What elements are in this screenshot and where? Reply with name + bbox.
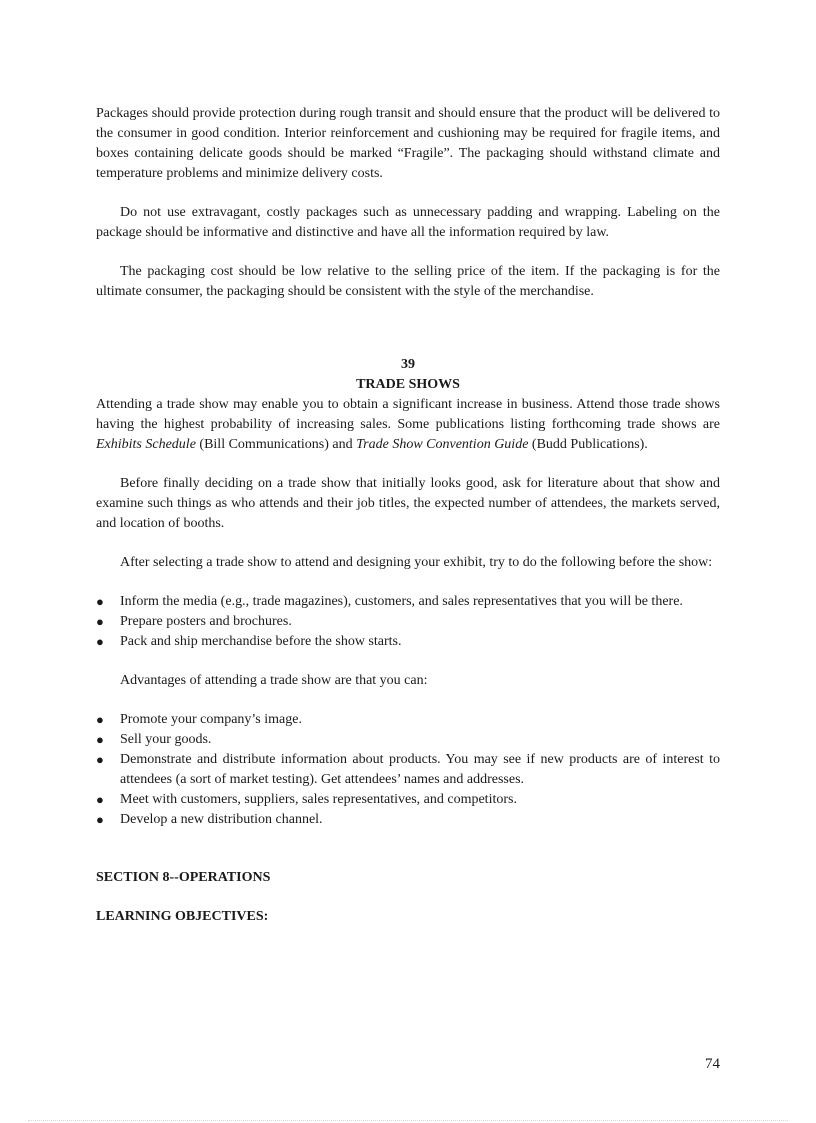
bullet-icon: ● <box>96 752 104 767</box>
learning-objectives-heading: LEARNING OBJECTIVES: <box>96 909 269 924</box>
publication-title-exhibits-schedule: Exhibits Schedule <box>96 437 196 452</box>
bullet-icon: ● <box>96 712 104 727</box>
section-number: 39 <box>401 357 415 372</box>
before-deciding-paragraph: Before finally deciding on a trade show that initially looks good, ask for literature about that show and examine such things as who attends and their job titles, the expected number of attendees, the markets served, and location of booths. <box>96 476 720 531</box>
page-number: 74 <box>705 1056 720 1072</box>
packaging-paragraph-3: The packaging cost should be low relative to the selling price of the item. If the packaging is for the ultimate consumer, the packaging should be consistent with the style of the merchandise. <box>96 264 720 299</box>
list-item: ● Inform the media (e.g., trade magazines), customers, and sales representatives that you will be there. <box>96 592 720 612</box>
list-item: ● Pack and ship merchandise before the show starts. <box>96 632 720 652</box>
before-show-list <box>96 592 720 652</box>
bullet-icon: ● <box>96 792 104 807</box>
list-item: ● Meet with customers, suppliers, sales representatives, and competitors. <box>96 790 720 810</box>
advantages-intro: Advantages of attending a trade show are that you can: <box>120 673 428 688</box>
list-item: ● Promote your company’s image. <box>96 710 720 730</box>
bullet-icon: ● <box>96 812 104 827</box>
after-selecting-paragraph: After selecting a trade show to attend and designing your exhibit, try to do the following before the show: <box>120 555 713 570</box>
bullet-icon: ● <box>96 732 104 747</box>
document-page <box>96 104 720 927</box>
list-item: ● Demonstrate and distribute information about products. You may see if new products are of interest to attendees (a sort of market testing). Get attendees’ names and addresses. <box>96 752 720 787</box>
packaging-paragraph-1: Packages should provide protection during rough transit and should ensure that the product will be delivered to the consumer in good condition. Interior reinforcement and cushioning may be required for fragile items, and boxes containing delicate goods should be marked “Fragile”. The packaging should withstand climate and temperature problems and minimize delivery costs. <box>96 106 720 181</box>
list-item: ● Sell your goods. <box>96 730 720 750</box>
packaging-paragraph-2: Do not use extravagant, costly packages such as unnecessary padding and wrapping. Labeling on the package should be informative and distinctive and have all the information required by law. <box>96 205 720 240</box>
section-heading-operations: SECTION 8--OPERATIONS <box>96 870 271 885</box>
advantages-list <box>96 710 720 830</box>
bullet-icon: ● <box>96 594 104 609</box>
section-title: TRADE SHOWS <box>356 377 460 392</box>
footer-divider <box>28 1120 788 1121</box>
trade-shows-intro: Attending a trade show may enable you to obtain a significant increase in business. Attend those trade shows having the highest probability of increasing sales. Some publications listing forthcoming trade shows are Exhibits Schedule (Bill Communications) and Trade Show Convention Guide (Budd Publications). <box>96 397 720 452</box>
list-item: ● Prepare posters and brochures. <box>96 612 720 632</box>
bullet-icon: ● <box>96 614 104 629</box>
publication-title-trade-show-guide: Trade Show Convention Guide <box>356 437 529 452</box>
bullet-icon: ● <box>96 634 104 649</box>
list-item: ● Develop a new distribution channel. <box>96 810 720 830</box>
